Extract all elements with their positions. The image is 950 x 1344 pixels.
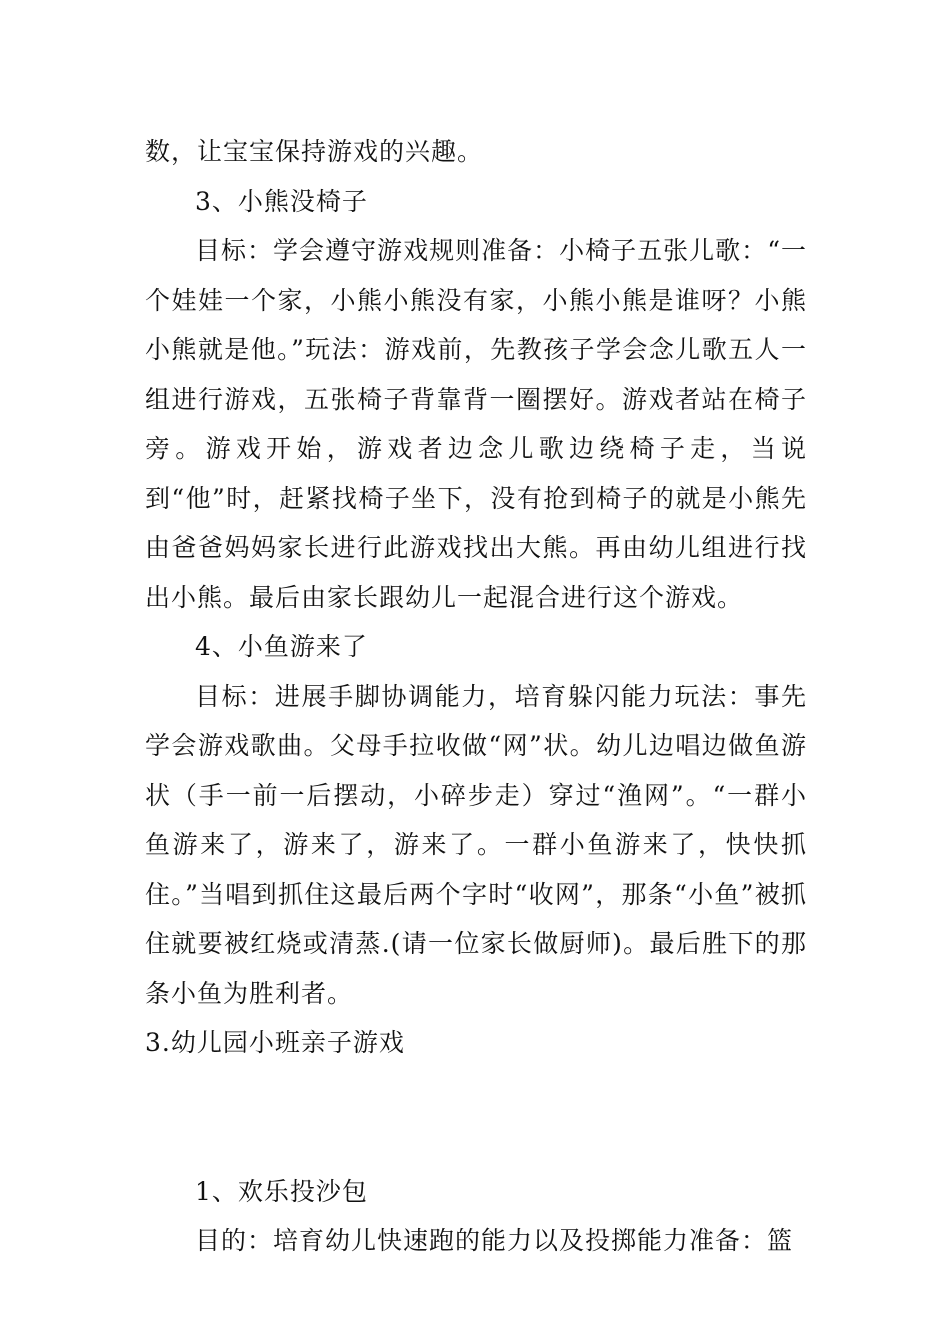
game-heading-little-fish: 4、小鱼游来了: [195, 632, 368, 661]
paragraph-little-fish-rules: 目标：进展手脚协调能力，培育躲闪能力玩法：事先学会游戏歌曲。父母手拉收做“网”状。幼儿边唱边做鱼游状（手一前一后摆动，小碎步走）穿过“渔网”。“一群小鱼游来了，游来了，游来了。一群小鱼游来了，快快抓住。”当唱到抓住这最后两个字时“收网”，那条“小鱼”被抓住就要被红烧或清蒸.(请一位家长做厨师)。最后胜下的那条小鱼为胜利者。: [145, 681, 807, 1008]
game-heading-little-bear: 3、小熊没椅子: [195, 186, 368, 216]
blank-spacer: [145, 1068, 807, 1167]
document-body: [145, 127, 807, 1266]
game-heading-sandbag-toss: 1、欢乐投沙包: [195, 1176, 368, 1206]
paragraph-little-bear-rules: 目标：学会遵守游戏规则准备：小椅子五张儿歌：“一个娃娃一个家，小熊小熊没有家，小熊小熊是谁呀？小熊小熊就是他。”玩法：游戏前，先教孩子学会念儿歌五人一组进行游戏，五张椅子背靠背一圈摆好。游戏者站在椅子旁。游戏开始，游戏者边念儿歌边绕椅子走，当说到“他”时，赶紧找椅子坐下，没有抢到椅子的就是小熊先由爸爸妈妈家长进行此游戏找出大熊。再由幼儿组进行找出小熊。最后由家长跟幼儿一起混合进行这个游戏。: [145, 236, 807, 612]
paragraph-continuation: 数，让宝宝保持游戏的兴趣。: [145, 137, 484, 166]
section-heading-parent-child-games: 3.幼儿园小班亲子游戏: [145, 1028, 405, 1057]
paragraph-sandbag-toss-goal: 目的：培育幼儿快速跑的能力以及投掷能力准备：篮: [195, 1226, 794, 1255]
